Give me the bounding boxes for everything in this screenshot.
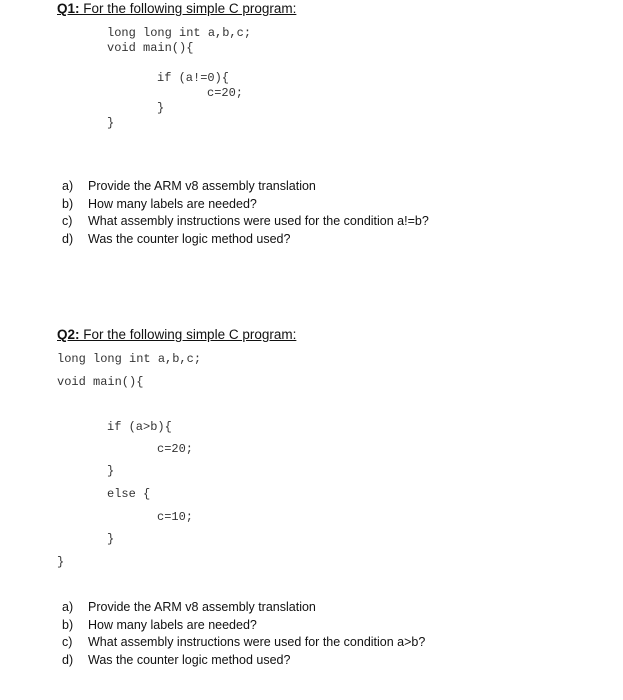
q1-question-c	[62, 214, 429, 228]
question-label: b)	[62, 618, 74, 632]
q2-code-line: void main(){	[57, 375, 144, 389]
question-text: How many labels are needed?	[88, 618, 257, 632]
q1-heading	[57, 1, 296, 16]
q2-code-line: c=10;	[157, 510, 194, 524]
q1-question-b	[62, 197, 257, 211]
q2-question-c	[62, 635, 425, 649]
q1-code-line: }	[107, 116, 115, 130]
question-text: Was the counter logic method used?	[88, 232, 291, 246]
q1-code-line: }	[157, 101, 165, 115]
q2-code-line: }	[57, 555, 65, 569]
question-text: How many labels are needed?	[88, 197, 257, 211]
q1-code-line: void main(){	[107, 41, 194, 55]
question-label: d)	[62, 653, 74, 667]
question-text: Provide the ARM v8 assembly translation	[88, 179, 316, 193]
question-label: c)	[62, 635, 73, 649]
question-text: Provide the ARM v8 assembly translation	[88, 600, 316, 614]
q1-code-line: if (a!=0){	[157, 71, 230, 85]
q2-heading-number: Q2:	[57, 327, 80, 342]
q1-code-line: c=20;	[207, 86, 244, 100]
q2-heading	[57, 327, 296, 342]
question-text: Was the counter logic method used?	[88, 653, 291, 667]
q2-question-d	[62, 653, 290, 667]
question-label: b)	[62, 197, 74, 211]
q2-code-line: c=20;	[157, 442, 194, 456]
question-text: What assembly instructions were used for the condition a>b?	[88, 635, 426, 649]
question-label: a)	[62, 179, 74, 193]
question-label: a)	[62, 600, 74, 614]
q1-question-d	[62, 232, 290, 246]
q1-heading-number: Q1:	[57, 1, 80, 16]
q2-question-b	[62, 618, 257, 632]
q2-code-line: long long int a,b,c;	[57, 352, 202, 366]
q1-question-a	[62, 179, 316, 193]
q2-code-line: if (a>b){	[107, 420, 172, 434]
question-text: What assembly instructions were used for the condition a!=b?	[88, 214, 429, 228]
q2-question-a	[62, 600, 316, 614]
question-label: d)	[62, 232, 74, 246]
q2-code-line: else {	[107, 487, 151, 501]
q2-code-line: }	[107, 532, 115, 546]
q1-heading-text: For the following simple C program:	[79, 1, 297, 16]
q2-heading-text: For the following simple C program:	[79, 327, 297, 342]
q1-code-line: long long int a,b,c;	[107, 26, 252, 40]
q2-code-line: }	[107, 464, 115, 478]
question-label: c)	[62, 214, 73, 228]
